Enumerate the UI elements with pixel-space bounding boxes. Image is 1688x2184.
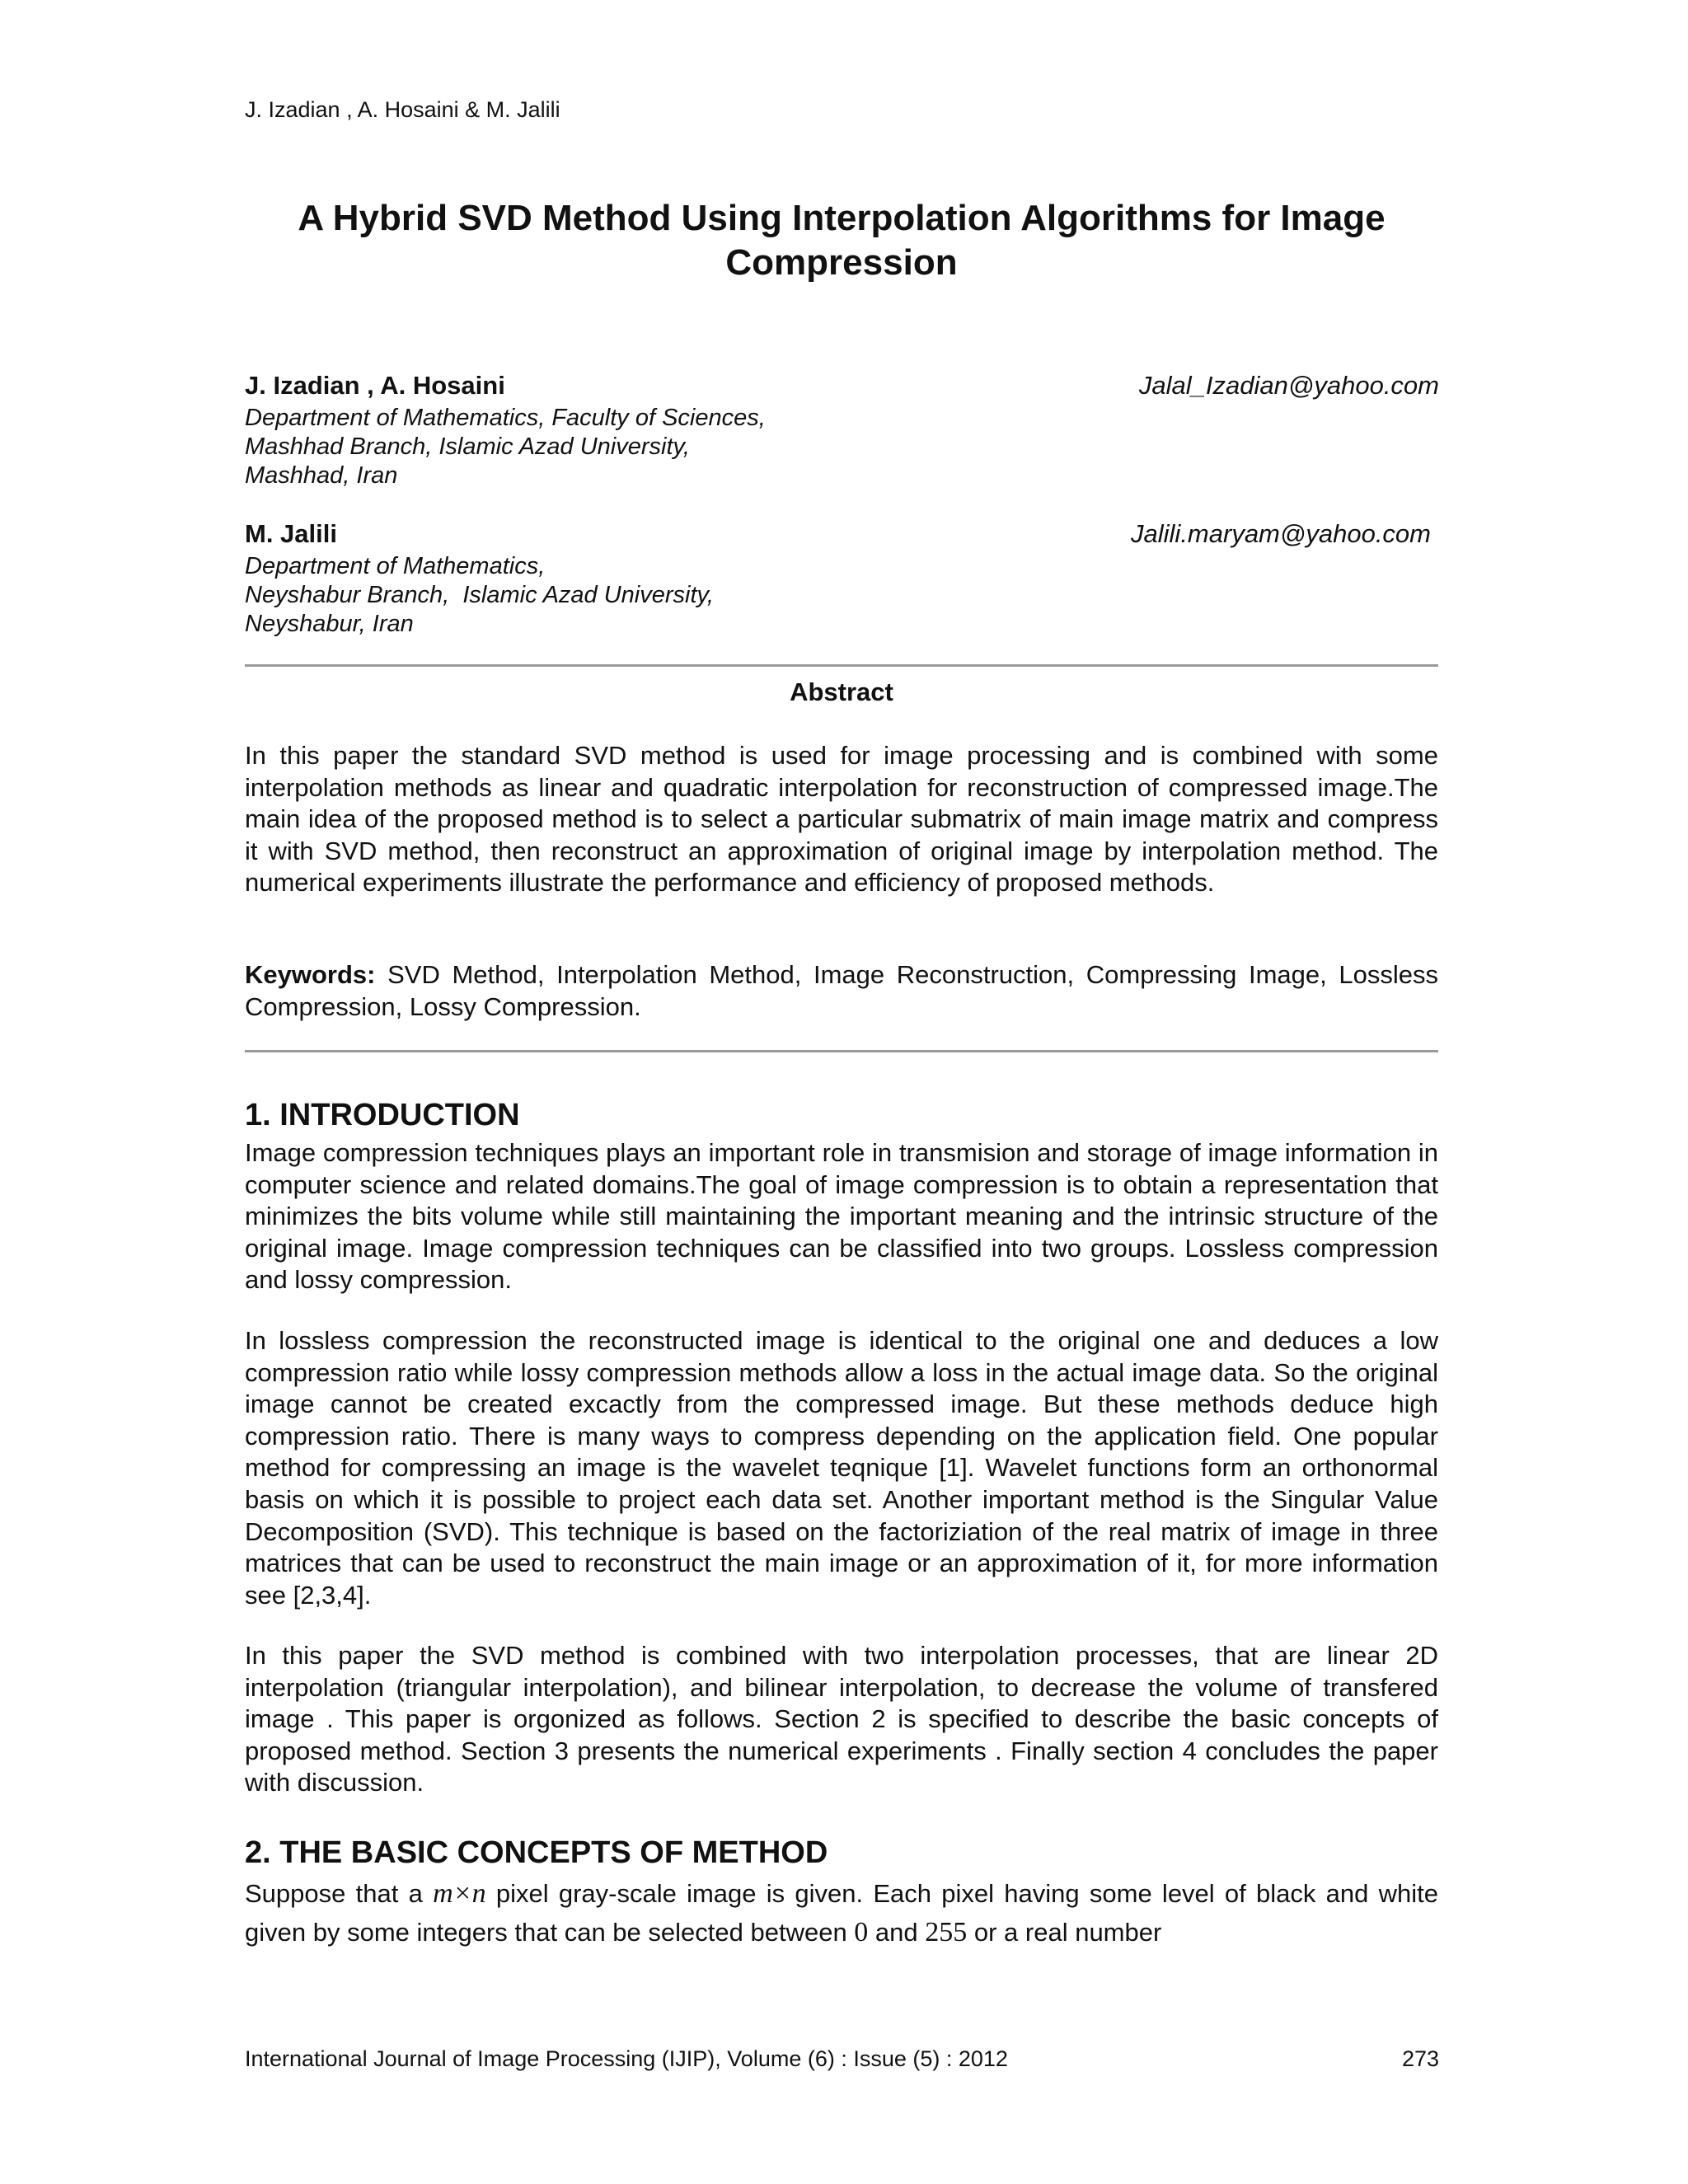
running-head: J. Izadian , A. Hosaini & M. Jalili	[245, 97, 560, 122]
intro-paragraph-3: In this paper the SVD method is combined with two interpolation processes, that are linear 2D interpolation (triangular interpolation), and bilinear interpolation, to decrease the volume of transfered image . This paper is orgonized as follows. Section 2 is specified to describe the basic concepts of proposed method. Section 3 presents the numerical experiments . Finally section 4 concludes the paper with discussion.	[245, 1641, 1438, 1797]
math-m-times-n: m×n	[433, 1878, 486, 1909]
section-heading-introduction: 1. INTRODUCTION	[245, 1098, 520, 1132]
abstract-heading: Abstract	[790, 677, 893, 706]
affiliation-line: Mashhad, Iran	[245, 462, 398, 489]
text-run: and	[868, 1918, 926, 1947]
text-run: Suppose that a	[245, 1879, 434, 1908]
paper-title: A Hybrid SVD Method Using Interpolation Algorithms for Image Compression	[298, 198, 1386, 283]
section2-paragraph	[245, 1874, 1438, 1952]
affiliation-line: Neyshabur Branch, Islamic Azad University,	[245, 582, 714, 608]
abstract-text: In this paper the standard SVD method is used for image processing and is combined with some interpolation methods as linear and quadratic interpolation for reconstruction of compressed image.The main idea of the proposed method is to select a particular submatrix of main image matrix and compress it with SVD method, then reconstruct an approximation of original image by interpolation method. The numerical experiments illustrate the performance and efficiency of proposed methods.	[245, 741, 1438, 898]
intro-paragraph-1: Image compression techniques plays an important role in transmision and storage of image information in computer science and related domains.The goal of image compression is to obtain a representation that minimizes the bits volume while still maintaining the important meaning and the intrinsic structure of the original image. Image compression techniques can be classified into two groups. Lossless compression and lossy compression.	[245, 1138, 1438, 1295]
author-email-2: Jalili.maryam@yahoo.com	[1131, 519, 1431, 548]
author-affiliation-1	[245, 404, 766, 490]
footer-journal: International Journal of Image Processing (IJIP), Volume (6) : Issue (5) : 2012	[245, 2046, 1008, 2071]
author-name-1: J. Izadian , A. Hosaini	[245, 371, 505, 400]
text-run: or a real number	[967, 1918, 1162, 1947]
abstract-bottom-rule	[245, 1050, 1438, 1052]
intro-paragraph-2: In lossless compression the reconstructed image is identical to the original one and deduces a low compression ratio while lossy compression methods allow a loss in the actual image data. So the original image cannot be created excactly from the compressed image. But these methods deduce high compression ratio. There is many ways to compress depending on the application field. One popular method for compressing an image is the wavelet teqnique [1]. Wavelet functions form an orthonormal basis on which it is possible to project each data set. Another important method is the Singular Value Decomposition (SVD). This technique is based on the factoriziation of the real matrix of image in three matrices that can be used to reconstruct the main image or an approximation of it, for more information see [2,3,4].	[245, 1326, 1438, 1610]
abstract-top-rule	[245, 664, 1438, 667]
keywords-label: Keywords:	[245, 960, 376, 989]
author-affiliation-2	[245, 552, 714, 639]
page-number: 273	[1401, 2046, 1439, 2071]
author-name-2: M. Jalili	[245, 519, 337, 548]
affiliation-line: Neyshabur, Iran	[245, 611, 414, 637]
affiliation-line: Department of Mathematics, Faculty of Sciences,	[245, 405, 766, 431]
keywords	[245, 959, 1438, 1023]
affiliation-line: Department of Mathematics,	[245, 553, 546, 579]
keywords-text: SVD Method, Interpolation Method, Image Reconstruction, Compressing Image, Lossless Compression, Lossy Compression.	[245, 960, 1438, 1021]
section-heading-basic-concepts: 2. THE BASIC CONCEPTS OF METHOD	[245, 1835, 828, 1870]
math-255: 255	[925, 1917, 968, 1947]
math-zero: 0	[854, 1917, 869, 1947]
text-run: pixel gray-scale image is given. Each pixel having some level of black and white given by some integers that can be selected between	[245, 1879, 1438, 1947]
author-email-1: Jalal_Izadian@yahoo.com	[1138, 371, 1439, 400]
affiliation-line: Mashhad Branch, Islamic Azad University,	[245, 434, 690, 460]
